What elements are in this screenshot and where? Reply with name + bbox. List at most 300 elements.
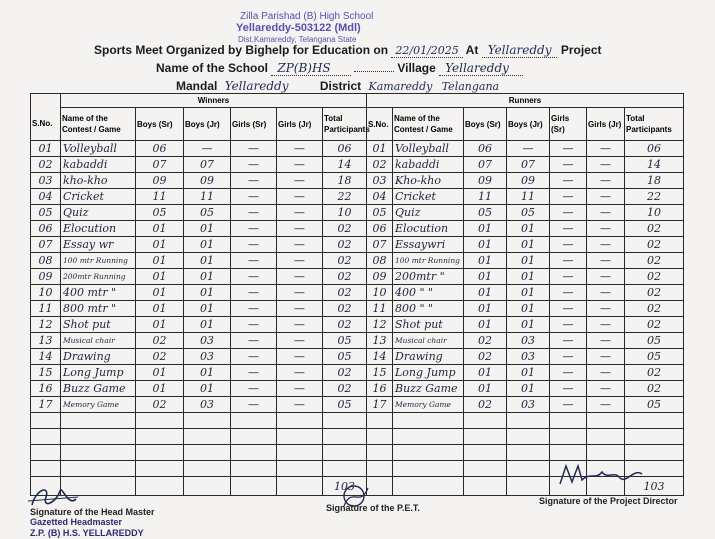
school-stamp-line1: Zilla Parishad (B) High School bbox=[240, 11, 374, 22]
blank-cell bbox=[61, 461, 136, 477]
runner-cell: Drawing bbox=[393, 349, 464, 365]
winner-cell: — bbox=[277, 301, 323, 317]
runner-cell: — bbox=[587, 285, 625, 301]
blank-cell bbox=[136, 429, 184, 445]
runner-cell: — bbox=[550, 253, 587, 269]
blank-cell bbox=[464, 445, 507, 461]
runner-cell: Essaywri bbox=[393, 237, 464, 253]
winner-cell: 02 bbox=[136, 349, 184, 365]
winner-cell: 02 bbox=[136, 333, 184, 349]
runner-cell: 18 bbox=[625, 173, 684, 189]
runner-cell: 01 bbox=[464, 301, 507, 317]
winner-cell: 02 bbox=[323, 221, 367, 237]
runner-cell: Memory Game bbox=[393, 397, 464, 413]
blank-cell bbox=[277, 445, 323, 461]
runner-cell: — bbox=[550, 205, 587, 221]
table-row bbox=[31, 333, 684, 349]
winner-cell: Quiz bbox=[61, 205, 136, 221]
runner-cell: 03 bbox=[507, 397, 550, 413]
winner-cell: — bbox=[277, 269, 323, 285]
runner-cell: — bbox=[550, 269, 587, 285]
runner-cell: 01 bbox=[507, 237, 550, 253]
winner-cell: 04 bbox=[31, 189, 61, 205]
runner-cell: 01 bbox=[464, 221, 507, 237]
runner-cell: 02 bbox=[625, 237, 684, 253]
winner-cell: 02 bbox=[323, 237, 367, 253]
winner-cell: 13 bbox=[31, 333, 61, 349]
runner-cell: Long Jump bbox=[393, 365, 464, 381]
totals-blank-cell bbox=[231, 477, 277, 496]
form-title-line bbox=[94, 43, 602, 57]
blank-cell bbox=[393, 429, 464, 445]
runner-cell: 01 bbox=[507, 285, 550, 301]
runner-cell: 15 bbox=[367, 365, 393, 381]
winner-cell: 05 bbox=[136, 205, 184, 221]
table-row bbox=[31, 269, 684, 285]
totals-blank-cell bbox=[277, 477, 323, 496]
runner-cell: 05 bbox=[625, 333, 684, 349]
runner-cell: Cricket bbox=[393, 189, 464, 205]
blank-cell bbox=[323, 445, 367, 461]
winner-cell: — bbox=[277, 253, 323, 269]
table-row bbox=[31, 381, 684, 397]
winner-cell: 02 bbox=[323, 365, 367, 381]
blank-cell bbox=[231, 413, 277, 429]
winner-cell: 01 bbox=[184, 365, 231, 381]
winner-cell: — bbox=[277, 189, 323, 205]
runner-cell: 13 bbox=[367, 333, 393, 349]
winner-cell: 18 bbox=[323, 173, 367, 189]
winner-cell: — bbox=[277, 205, 323, 221]
winner-cell: — bbox=[231, 157, 277, 173]
winner-cell: 800 mtr " bbox=[61, 301, 136, 317]
runners-total: 103 bbox=[625, 477, 684, 496]
runner-cell: 17 bbox=[367, 397, 393, 413]
winner-cell: 03 bbox=[184, 333, 231, 349]
at-label: At bbox=[465, 43, 479, 57]
winner-cell: 06 bbox=[136, 141, 184, 157]
headmaster-signature-label: Signature of the Head Master bbox=[30, 507, 155, 517]
runner-cell: 02 bbox=[625, 253, 684, 269]
runner-cell: 14 bbox=[367, 349, 393, 365]
table-row bbox=[31, 141, 684, 157]
winner-cell: — bbox=[231, 253, 277, 269]
winner-cell: 11 bbox=[31, 301, 61, 317]
blank-cell bbox=[184, 461, 231, 477]
village-label: Village bbox=[397, 61, 436, 75]
totals-blank-cell bbox=[136, 477, 184, 496]
runners-col-header-4: Girls (Sr) bbox=[550, 108, 587, 141]
runner-cell: 16 bbox=[367, 381, 393, 397]
runner-cell: 06 bbox=[464, 141, 507, 157]
winner-cell: 01 bbox=[136, 269, 184, 285]
winner-cell: 01 bbox=[184, 221, 231, 237]
runner-cell: — bbox=[587, 397, 625, 413]
winners-col-header-4: Girls (Sr) bbox=[231, 108, 277, 141]
winner-cell: 05 bbox=[184, 205, 231, 221]
blank-cell bbox=[31, 413, 61, 429]
winner-cell: 10 bbox=[323, 205, 367, 221]
runner-cell: 12 bbox=[367, 317, 393, 333]
runner-cell: 01 bbox=[464, 285, 507, 301]
table-row bbox=[31, 301, 684, 317]
winner-cell: 05 bbox=[323, 333, 367, 349]
winner-cell: Shot put bbox=[61, 317, 136, 333]
headmaster-stamp-1: Gazetted Headmaster bbox=[30, 517, 123, 527]
runner-cell: — bbox=[587, 173, 625, 189]
winner-cell: 10 bbox=[31, 285, 61, 301]
blank-cell bbox=[277, 461, 323, 477]
runner-cell: 01 bbox=[507, 253, 550, 269]
runner-cell: 02 bbox=[464, 349, 507, 365]
winner-cell: — bbox=[277, 237, 323, 253]
runners-col-header-6: Total Participants bbox=[625, 108, 684, 141]
winners-group-header: Winners bbox=[61, 94, 367, 108]
winner-cell: — bbox=[231, 173, 277, 189]
blank-cell bbox=[184, 413, 231, 429]
winner-cell: — bbox=[231, 189, 277, 205]
winner-cell: 01 bbox=[31, 141, 61, 157]
runner-cell: Shot put bbox=[393, 317, 464, 333]
sports-results-table bbox=[30, 93, 684, 496]
runner-cell: 01 bbox=[464, 269, 507, 285]
blank-cell bbox=[587, 413, 625, 429]
runner-cell: — bbox=[550, 157, 587, 173]
runner-cell: 09 bbox=[464, 173, 507, 189]
winner-cell: — bbox=[231, 205, 277, 221]
runner-cell: Buzz Game bbox=[393, 381, 464, 397]
winners-col-header-2: Boys (Sr) bbox=[136, 108, 184, 141]
winner-cell: 07 bbox=[184, 157, 231, 173]
runner-cell: — bbox=[587, 381, 625, 397]
blank-cell bbox=[550, 413, 587, 429]
blank-cell bbox=[323, 429, 367, 445]
runners-col-header-2: Boys (Sr) bbox=[464, 108, 507, 141]
winner-cell: — bbox=[277, 141, 323, 157]
runner-cell: — bbox=[550, 397, 587, 413]
winner-cell: Elocution bbox=[61, 221, 136, 237]
school-value: ZP(B)HS bbox=[271, 61, 350, 76]
blank-cell bbox=[507, 413, 550, 429]
blank-cell bbox=[550, 429, 587, 445]
table-row bbox=[31, 365, 684, 381]
blank-cell bbox=[323, 461, 367, 477]
runner-cell: 02 bbox=[625, 221, 684, 237]
winner-cell: 01 bbox=[184, 301, 231, 317]
blank-cell bbox=[231, 461, 277, 477]
winners-col-header-5: Girls (Jr) bbox=[277, 108, 323, 141]
winner-cell: — bbox=[184, 141, 231, 157]
blank-cell bbox=[231, 445, 277, 461]
winner-cell: 01 bbox=[136, 381, 184, 397]
winner-cell: 02 bbox=[323, 269, 367, 285]
village-value: Yellareddy bbox=[439, 61, 523, 76]
runner-cell: 01 bbox=[367, 141, 393, 157]
winners-total: 103 bbox=[323, 477, 367, 496]
winner-cell: — bbox=[231, 381, 277, 397]
district-value: Kamareddy bbox=[365, 80, 439, 94]
blank-cell bbox=[323, 413, 367, 429]
runner-cell: 07 bbox=[367, 237, 393, 253]
runner-cell: 03 bbox=[507, 349, 550, 365]
runner-cell: 400 " " bbox=[393, 285, 464, 301]
winner-cell: 01 bbox=[136, 237, 184, 253]
runner-cell: 01 bbox=[507, 381, 550, 397]
runner-cell: — bbox=[587, 269, 625, 285]
project-label: Project bbox=[560, 43, 602, 57]
runner-cell: Quiz bbox=[393, 205, 464, 221]
blank-cell bbox=[367, 413, 393, 429]
winner-cell: — bbox=[231, 397, 277, 413]
winner-cell: Buzz Game bbox=[61, 381, 136, 397]
blank-cell bbox=[277, 413, 323, 429]
winner-cell: — bbox=[231, 269, 277, 285]
winner-cell: 08 bbox=[31, 253, 61, 269]
runner-cell: 09 bbox=[367, 269, 393, 285]
runner-cell: — bbox=[587, 189, 625, 205]
runner-cell: — bbox=[587, 221, 625, 237]
runner-cell: — bbox=[550, 381, 587, 397]
runner-cell: 22 bbox=[625, 189, 684, 205]
winner-cell: 03 bbox=[184, 349, 231, 365]
totals-blank-cell bbox=[393, 477, 464, 496]
winner-cell: — bbox=[277, 365, 323, 381]
runner-cell: 02 bbox=[625, 317, 684, 333]
runners-col-header-5: Girls (Jr) bbox=[587, 108, 625, 141]
winner-cell: 02 bbox=[323, 317, 367, 333]
winner-cell: — bbox=[277, 317, 323, 333]
runner-cell: — bbox=[587, 253, 625, 269]
runner-cell: 01 bbox=[507, 269, 550, 285]
winner-cell: 11 bbox=[136, 189, 184, 205]
blank-row bbox=[31, 413, 684, 429]
table-row bbox=[31, 285, 684, 301]
runner-cell: 01 bbox=[507, 365, 550, 381]
runner-cell: 06 bbox=[367, 221, 393, 237]
winner-cell: 17 bbox=[31, 397, 61, 413]
blank-row bbox=[31, 429, 684, 445]
blank-cell bbox=[625, 413, 684, 429]
runner-cell: 04 bbox=[367, 189, 393, 205]
winner-cell: 01 bbox=[184, 237, 231, 253]
runner-cell: — bbox=[587, 301, 625, 317]
runner-cell: — bbox=[550, 285, 587, 301]
mandal-label: Mandal bbox=[176, 79, 218, 93]
blank-cell bbox=[61, 429, 136, 445]
runner-cell: — bbox=[587, 349, 625, 365]
winner-cell: 06 bbox=[31, 221, 61, 237]
totals-blank-cell bbox=[507, 477, 550, 496]
mandal-line bbox=[176, 79, 499, 93]
blank-cell bbox=[393, 413, 464, 429]
runner-cell: 07 bbox=[464, 157, 507, 173]
winner-cell: 11 bbox=[184, 189, 231, 205]
winner-cell: 01 bbox=[136, 221, 184, 237]
school-line bbox=[156, 61, 523, 75]
blank-cell bbox=[507, 429, 550, 445]
district-label: District bbox=[319, 79, 362, 93]
blank-cell bbox=[136, 413, 184, 429]
runner-cell: — bbox=[550, 365, 587, 381]
winner-cell: — bbox=[277, 285, 323, 301]
winner-cell: 12 bbox=[31, 317, 61, 333]
winner-cell: kabaddi bbox=[61, 157, 136, 173]
winner-cell: 01 bbox=[136, 285, 184, 301]
winner-cell: 16 bbox=[31, 381, 61, 397]
winner-cell: — bbox=[277, 221, 323, 237]
blank-cell bbox=[367, 429, 393, 445]
winner-cell: — bbox=[231, 221, 277, 237]
runner-cell: 05 bbox=[507, 205, 550, 221]
winner-cell: — bbox=[231, 301, 277, 317]
winner-cell: Volleyball bbox=[61, 141, 136, 157]
winner-cell: 22 bbox=[323, 189, 367, 205]
winner-cell: 05 bbox=[31, 205, 61, 221]
winner-cell: 01 bbox=[136, 365, 184, 381]
runner-cell: 11 bbox=[464, 189, 507, 205]
blank-cell bbox=[367, 461, 393, 477]
winner-cell: kho-kho bbox=[61, 173, 136, 189]
event-venue: Yellareddy bbox=[482, 43, 558, 58]
runner-cell: Volleyball bbox=[393, 141, 464, 157]
winner-cell: 03 bbox=[31, 173, 61, 189]
runner-cell: Kho-kho bbox=[393, 173, 464, 189]
blank-cell bbox=[464, 429, 507, 445]
winner-cell: 05 bbox=[323, 397, 367, 413]
event-date: 22/01/2025 bbox=[391, 44, 462, 58]
winners-col-header-1: Name of the Contest / Game bbox=[61, 108, 136, 141]
winner-cell: — bbox=[277, 333, 323, 349]
winner-cell: 01 bbox=[136, 301, 184, 317]
runner-cell: 03 bbox=[507, 333, 550, 349]
runner-cell: — bbox=[587, 317, 625, 333]
runner-cell: 08 bbox=[367, 253, 393, 269]
blank-cell bbox=[464, 461, 507, 477]
winner-cell: 05 bbox=[323, 349, 367, 365]
winner-cell: 01 bbox=[136, 253, 184, 269]
runner-cell: 01 bbox=[464, 317, 507, 333]
runners-col-header-0: S.No. bbox=[367, 108, 393, 141]
runner-cell: — bbox=[507, 141, 550, 157]
runner-cell: 05 bbox=[625, 397, 684, 413]
runner-cell: — bbox=[587, 141, 625, 157]
blank-cell bbox=[184, 429, 231, 445]
winner-cell: 09 bbox=[184, 173, 231, 189]
runner-cell: 02 bbox=[625, 365, 684, 381]
winner-cell: 200mtr Running bbox=[61, 269, 136, 285]
runner-cell: 05 bbox=[367, 205, 393, 221]
winner-cell: 02 bbox=[136, 397, 184, 413]
runner-cell: — bbox=[550, 301, 587, 317]
blank-cell bbox=[231, 429, 277, 445]
runner-cell: — bbox=[550, 237, 587, 253]
runner-cell: — bbox=[587, 365, 625, 381]
blank-cell bbox=[31, 461, 61, 477]
blank-cell bbox=[31, 445, 61, 461]
runner-cell: 02 bbox=[464, 333, 507, 349]
table-row bbox=[31, 317, 684, 333]
state-value: Telangana bbox=[441, 80, 500, 93]
winner-cell: 01 bbox=[184, 253, 231, 269]
blank-cell bbox=[61, 413, 136, 429]
winner-cell: 02 bbox=[323, 381, 367, 397]
runner-cell: 11 bbox=[507, 189, 550, 205]
totals-blank-cell bbox=[464, 477, 507, 496]
table-row bbox=[31, 397, 684, 413]
winner-cell: 14 bbox=[31, 349, 61, 365]
blank-cell bbox=[507, 461, 550, 477]
winner-cell: 100 mtr Running bbox=[61, 253, 136, 269]
runner-cell: — bbox=[587, 333, 625, 349]
mandal-value: Yellareddy bbox=[221, 79, 317, 94]
runner-cell: 01 bbox=[507, 301, 550, 317]
runner-cell: 01 bbox=[464, 381, 507, 397]
table-row bbox=[31, 253, 684, 269]
winner-cell: Memory Game bbox=[61, 397, 136, 413]
winner-cell: Essay wr bbox=[61, 237, 136, 253]
runner-cell: 02 bbox=[625, 381, 684, 397]
director-signature-label: Signature of the Project Director bbox=[539, 496, 678, 506]
blank-cell bbox=[31, 429, 61, 445]
winner-cell: 02 bbox=[31, 157, 61, 173]
runners-col-header-1: Name of the Contest / Game bbox=[393, 108, 464, 141]
runner-cell: 02 bbox=[625, 301, 684, 317]
runner-cell: — bbox=[550, 317, 587, 333]
runner-cell: 02 bbox=[367, 157, 393, 173]
winner-cell: 07 bbox=[31, 237, 61, 253]
runner-cell: 03 bbox=[367, 173, 393, 189]
runner-cell: 05 bbox=[464, 205, 507, 221]
winner-cell: — bbox=[277, 349, 323, 365]
blank-cell bbox=[393, 445, 464, 461]
winners-col-header-6: Total Participants bbox=[323, 108, 367, 141]
runners-col-header-3: Boys (Jr) bbox=[507, 108, 550, 141]
headmaster-stamp-2: Z.P. (B) H.S. YELLAREDDY bbox=[30, 528, 144, 538]
runner-cell: 10 bbox=[367, 285, 393, 301]
blank-cell bbox=[136, 445, 184, 461]
winner-cell: — bbox=[231, 285, 277, 301]
runner-cell: — bbox=[550, 141, 587, 157]
winner-cell: 01 bbox=[184, 381, 231, 397]
winner-cell: 07 bbox=[136, 157, 184, 173]
director-signature-mark bbox=[556, 458, 646, 492]
runner-cell: — bbox=[550, 349, 587, 365]
runner-cell: 01 bbox=[507, 317, 550, 333]
winner-cell: 02 bbox=[323, 285, 367, 301]
winner-cell: 02 bbox=[323, 301, 367, 317]
runner-cell: 10 bbox=[625, 205, 684, 221]
table-row bbox=[31, 173, 684, 189]
runner-cell: — bbox=[550, 173, 587, 189]
runner-cell: Musical chair bbox=[393, 333, 464, 349]
table-row bbox=[31, 157, 684, 173]
table-row bbox=[31, 349, 684, 365]
school-stamp-line3: Dist.Kamareddy, Telangana State bbox=[238, 35, 357, 44]
blank-cell bbox=[184, 445, 231, 461]
winner-cell: — bbox=[231, 317, 277, 333]
winner-cell: 09 bbox=[136, 173, 184, 189]
runners-group-header: Runners bbox=[367, 94, 684, 108]
winner-cell: 03 bbox=[184, 397, 231, 413]
winner-cell: 400 mtr " bbox=[61, 285, 136, 301]
school-label: Name of the School bbox=[156, 61, 269, 75]
winner-cell: 09 bbox=[31, 269, 61, 285]
runner-cell: 14 bbox=[625, 157, 684, 173]
totals-blank-cell bbox=[184, 477, 231, 496]
pet-signature-label: Signature of the P.E.T. bbox=[326, 503, 420, 513]
winner-cell: 14 bbox=[323, 157, 367, 173]
runner-cell: — bbox=[550, 189, 587, 205]
